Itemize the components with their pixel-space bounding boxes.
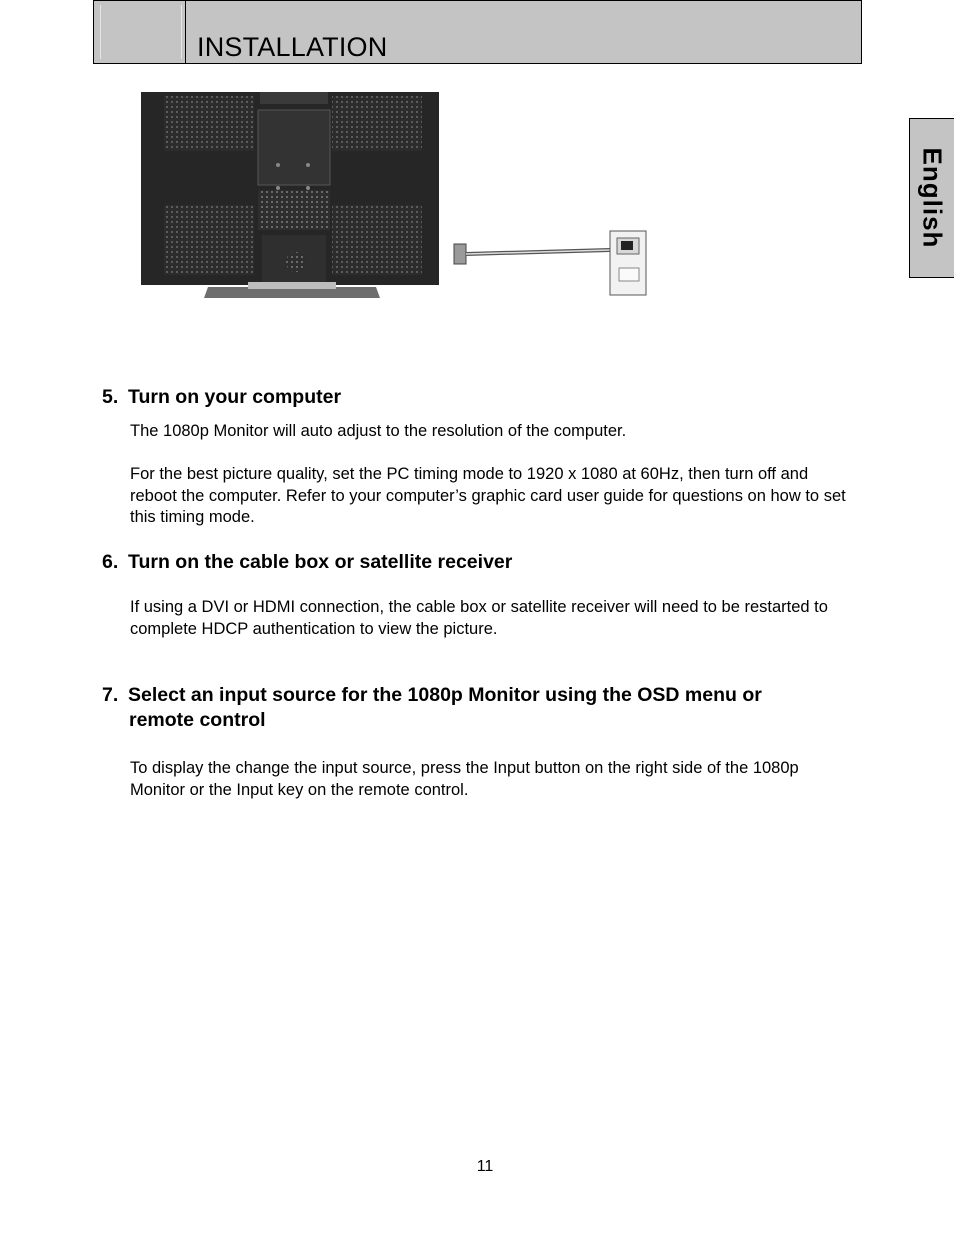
section-header [93,0,862,64]
language-tab [909,118,954,278]
page-title: INSTALLATION [197,32,388,62]
page-number: 11 [476,1158,494,1175]
tv-rear-panel-image [140,90,660,305]
step-6-paragraph-1: If using a DVI or HDMI connection, the cable box or satellite receiver will need to be restarted to complete HDCP authentication to view the picture. [130,598,828,638]
step-5-heading: 5. Turn on your computer [102,386,342,408]
wall-outlet-cable-image [454,231,646,295]
step-7-heading: 7. Select an input source for the 1080p Monitor using the OSD menu or remote control [102,684,762,731]
step-5-paragraph-1: The 1080p Monitor will auto adjust to the resolution of the computer. [130,422,627,440]
installation-figure [140,90,660,305]
step-6-heading: 6. Turn on the cable box or satellite receiver [102,551,513,573]
header-tab-box [94,1,186,63]
language-tab-label: English [917,147,948,249]
step-5-paragraph-2: For the best picture quality, set the PC timing mode to 1920 x 1080 at 60Hz, then turn off and reboot the computer. Refer to your computer’s graphic card user guide for questions on how to set this timing mode. [130,465,846,526]
step-7-paragraph-1: To display the change the input source, press the Input button on the right side of the 1080p Monitor or the Input key on the remote control. [130,759,799,799]
